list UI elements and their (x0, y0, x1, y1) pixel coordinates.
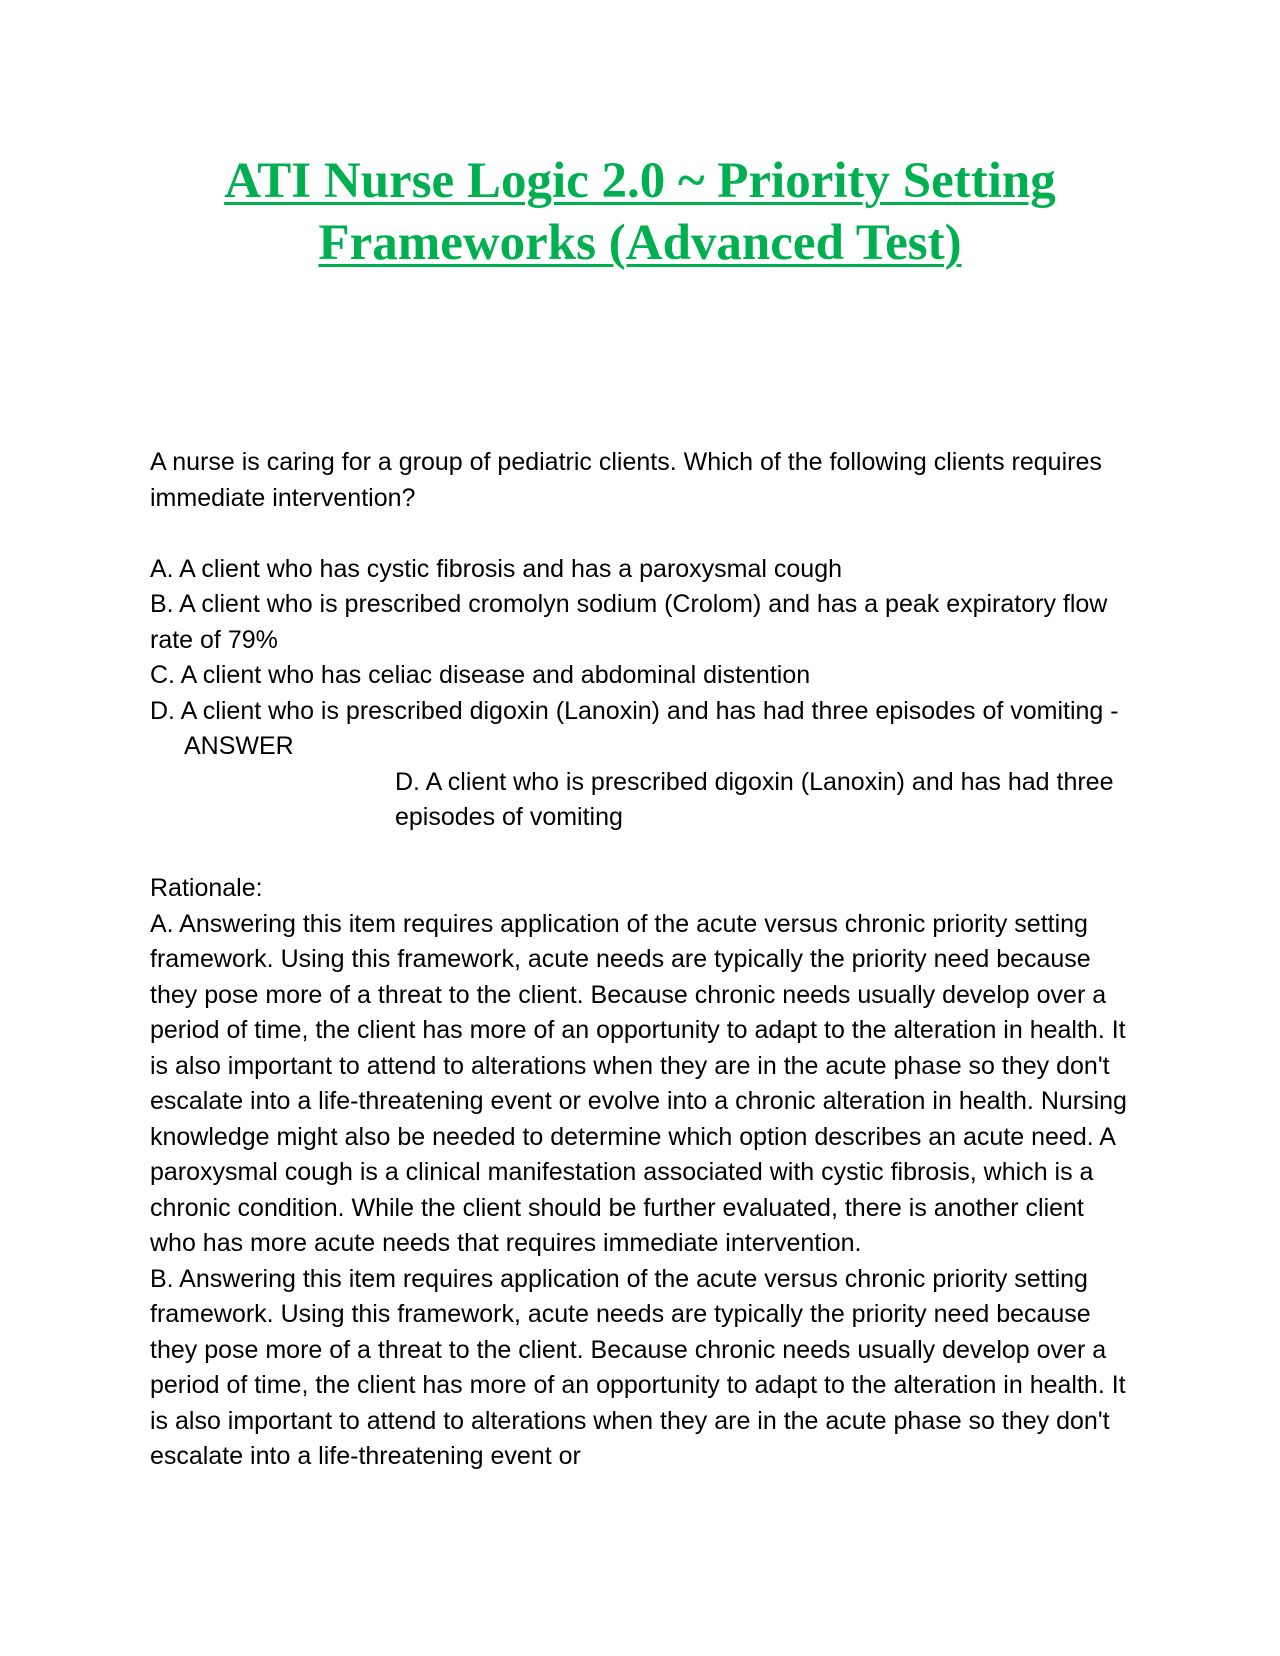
rationale-a: A. Answering this item requires application of the acute versus chronic priority setting framework. Using this framework, acute needs are typically the priority need because they pose more of a threat to the client. Because chronic needs usually develop over a period of time, the client has more of an opportunity to adapt to the alteration in health. It is also important to attend to alterations when they are in the acute phase so they don't escalate into a life-threatening event or evolve into a chronic alteration in health. Nursing knowledge might also be needed to determine which option describes an acute need. A paroxysmal cough is a clinical manifestation associated with cystic fibrosis, which is a chronic condition. While the client should be further evaluated, there is another client who has more acute needs that requires immediate intervention. (150, 909, 1127, 1257)
option-d (150, 694, 1130, 836)
option-b: B. A client who is prescribed cromolyn sodium (Crolom) and has a peak expiratory flow rate of 79% (150, 590, 1108, 654)
option-d-text: D. A client who is prescribed digoxin (Lanoxin) and has had three episodes of vomiting - (150, 696, 1119, 725)
answer-text: D. A client who is prescribed digoxin (Lanoxin) and has had three episodes of vomiting (395, 767, 1114, 831)
rationale-b: B. Answering this item requires application of the acute versus chronic priority setting framework. Using this framework, acute needs are typically the priority need because they pose more of a threat to the client. Because chronic needs usually develop over a period of time, the client has more of an opportunity to adapt to the alteration in health. It is also important to attend to alterations when they are in the acute phase so they don't escalate into a life-threatening event or (150, 1264, 1126, 1470)
question-text: A nurse is caring for a group of pediatric clients. Which of the following clients requires immediate intervention? (150, 448, 1102, 512)
option-c: C. A client who has celiac disease and abdominal distention (150, 661, 811, 689)
answer-label: ANSWER (184, 732, 294, 760)
title-line-2: Frameworks (Advanced Test) (318, 215, 962, 271)
title-line-1: ATI Nurse Logic 2.0 ~ Priority Setting (224, 153, 1056, 209)
rationale-label: Rationale: (150, 874, 263, 902)
document-title (150, 150, 1130, 274)
document-body (150, 445, 1130, 1475)
option-a: A. A client who has cystic fibrosis and has a paroxysmal cough (150, 554, 843, 583)
